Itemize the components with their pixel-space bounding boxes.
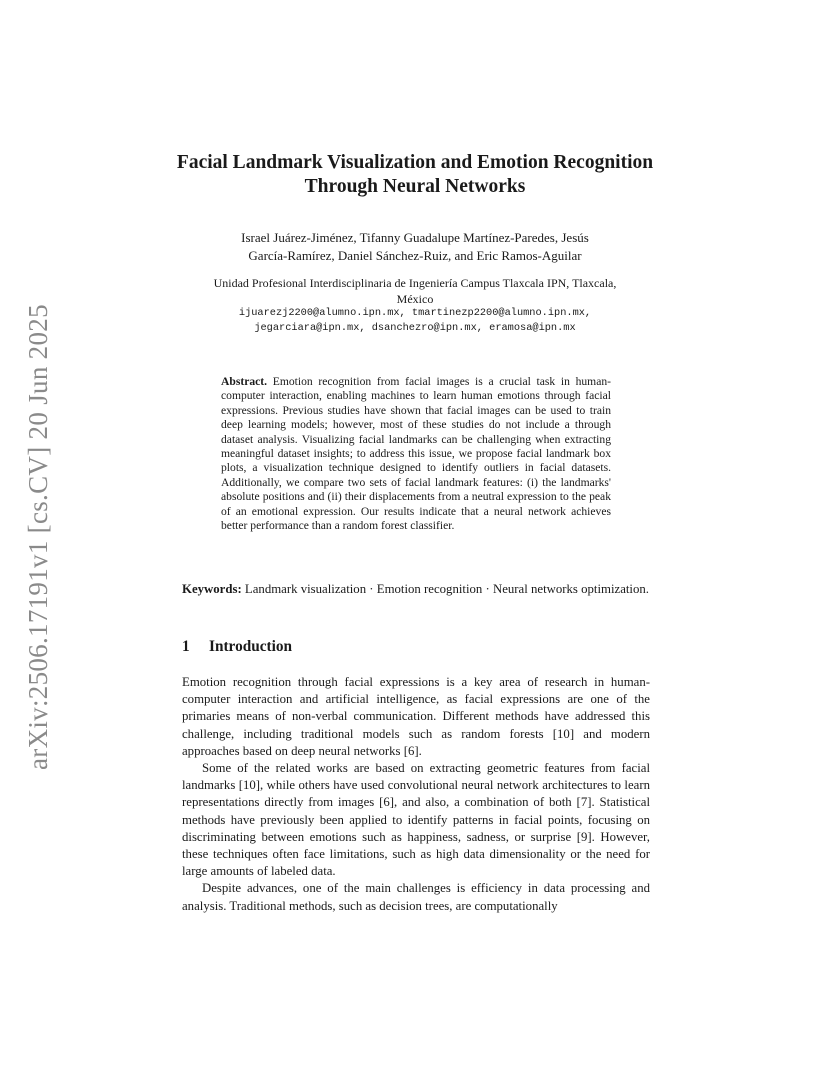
authors-line-2: García-Ramírez, Daniel Sánchez-Ruiz, and Eric Ramos-Aguilar <box>248 248 582 263</box>
body-paragraph: Emotion recognition through facial expressions is a key area of research in human-computer interaction and artificial intelligence, as facial expressions are one of the primaries means of non-verbal communication. Different methods have addressed this challenge, including traditional models such as random forests [10] and modern approaches based on deep neural networks [6]. <box>182 675 650 758</box>
keywords-text: Landmark visualization · Emotion recognition · Neural networks optimization. <box>244 582 649 596</box>
author-emails <box>170 306 660 336</box>
affiliation-line-1: Unidad Profesional Interdisciplinaria de Ingeniería Campus Tlaxcala IPN, Tlaxcala, <box>213 276 617 290</box>
section-number: 1 <box>182 638 190 655</box>
section-title: Introduction <box>209 638 293 655</box>
abstract <box>221 375 611 533</box>
abstract-label: Abstract. <box>221 375 268 388</box>
section-heading-introduction <box>182 638 292 656</box>
paper-title: Facial Landmark Visualization and Emotion Recognition Through Neural Networks <box>176 152 654 197</box>
keywords <box>182 581 650 598</box>
keywords-label: Keywords: <box>182 582 242 596</box>
emails-line-2: jegarciara@ipn.mx, dsanchezro@ipn.mx, eramosa@ipn.mx <box>254 322 576 334</box>
affiliation-line-2: México <box>396 292 434 306</box>
emails-line-1: ijuarezj2200@alumno.ipn.mx, tmartinezp2200@alumno.ipn.mx, <box>238 307 592 319</box>
body-paragraph: Some of the related works are based on extracting geometric features from facial landmarks [10], while others have used convolutional neural network architectures to learn representations directly from images [6], and also, a combination of both [7]. Statistical methods have previously been applied to identify patterns in facial points, focusing on discriminating between emotions such as happiness, sadness, or surprise [9]. However, these techniques often face limitations, such as high data dimensionality or the need for large amounts of labeled data. <box>182 761 650 879</box>
abstract-text: Emotion recognition from facial images is a crucial task in human-computer interaction, enabling machines to learn human emotions through facial expressions. Previous studies have shown that facial images can be used to train deep learning models; however, most of these studies do not include a through dataset analysis. Visualizing facial landmarks can be challenging when extracting meaningful dataset insights; to address this issue, we propose facial landmark box plots, a visualization technique designed to identify outliers in facial datasets. Additionally, we compare two sets of facial landmark features: (i) the landmarks' absolute positions and (ii) their displacements from a neutral expression to the peak of an emotional expression. Our results indicate that a neural network achieves better performance than a random forest classifier. <box>221 375 612 533</box>
author-list <box>170 229 660 265</box>
authors-line-1: Israel Juárez-Jiménez, Tifanny Guadalupe Martínez-Paredes, Jesús <box>241 230 589 245</box>
arxiv-sidebar-stamp <box>18 300 58 770</box>
introduction-body <box>182 674 650 915</box>
body-paragraph: Despite advances, one of the main challenges is efficiency in data processing and analysis. Traditional methods, such as decision trees, are computationally <box>182 881 650 913</box>
affiliation <box>170 275 660 307</box>
arxiv-identifier: arXiv:2506.17191v1 [cs.CV] 20 Jun 2025 <box>23 304 53 770</box>
